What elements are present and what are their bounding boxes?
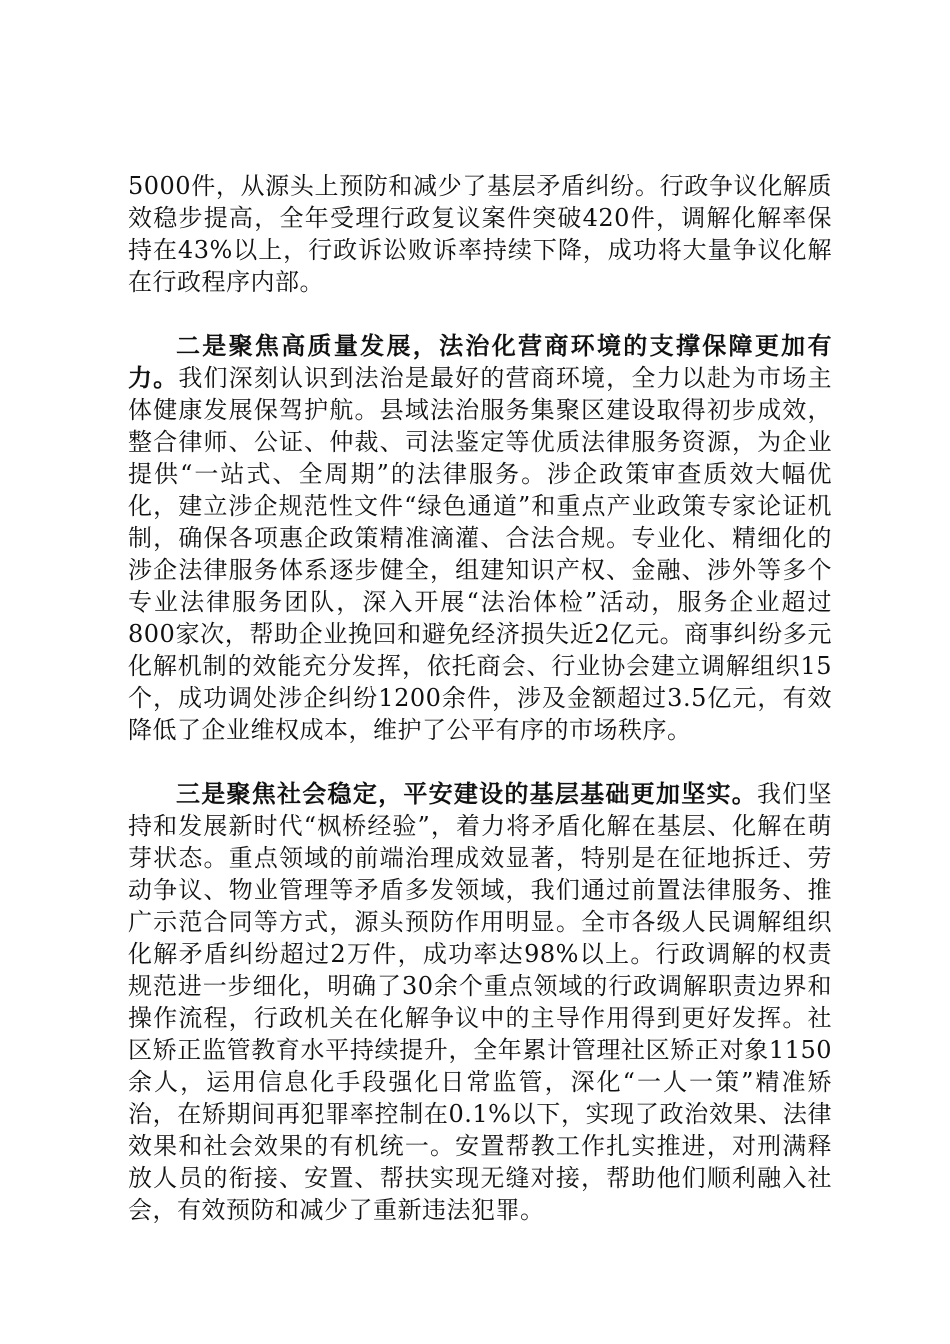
paragraph-lead-heading: 二是聚焦高质量发展，法治化营商环境的支撑保障更加有力。 <box>128 331 832 392</box>
paragraph-continuation <box>128 170 832 298</box>
paragraph-body: 我们坚持和发展新时代“枫桥经验”，着力将矛盾化解在基层、化解在萌芽状态。重点领域的前端治理成效显著，特别是在征地拆迁、劳动争议、物业管理等矛盾多发领域，我们通过前置法律服务、推广示范合同等方式，源头预防作用明显。全市各级人民调解组织化解矛盾纠纷超过2万件，成功率达98%以上。行政调解的权责规范进一步细化，明确了30余个重点领域的行政调解职责边界和操作流程，行政机关在化解争议中的主导作用得到更好发挥。社区矫正监管教育水平持续提升，全年累计管理社区矫正对象1150余人，运用信息化手段强化日常监管，深化“一人一策”精准矫治，在矫期间再犯罪率控制在0.1%以下，实现了政治效果、法律效果和社会效果的有机统一。安置帮教工作扎实推进，对刑满释放人员的衔接、安置、帮扶实现无缝对接，帮助他们顺利融入社会，有效预防和减少了重新违法犯罪。 <box>128 780 833 1224</box>
paragraph-lead-heading: 三是聚焦社会稳定，平安建设的基层基础更加坚实。 <box>176 779 757 808</box>
paragraph-business-environment <box>128 330 832 746</box>
paragraph-social-stability <box>128 778 832 1226</box>
paragraph-body: 我们深刻认识到法治是最好的营商环境，全力以赴为市场主体健康发展保驾护航。县域法治服务集聚区建设取得初步成效，整合律师、公证、仲裁、司法鉴定等优质法律服务资源，为企业提供“一站式、全周期”的法律服务。涉企政策审查质效大幅优化，建立涉企规范性文件“绿色通道”和重点产业政策专家论证机制，确保各项惠企政策精准滴灌、合法合规。专业化、精细化的涉企法律服务体系逐步健全，组建知识产权、金融、涉外等多个专业法律服务团队，深入开展“法治体检”活动，服务企业超过800家次，帮助企业挽回和避免经济损失近2亿元。商事纠纷多元化解机制的效能充分发挥，依托商会、行业协会建立调解组织15个，成功调处涉企纠纷1200余件，涉及金额超过3.5亿元，有效降低了企业维权成本，维护了公平有序的市场秩序。 <box>128 364 833 744</box>
document-body <box>128 170 832 1258</box>
paragraph-body: 5000件，从源头上预防和减少了基层矛盾纠纷。行政争议化解质效稳步提高，全年受理行政复议案件突破420件，调解化解率保持在43%以上，行政诉讼败诉率持续下降，成功将大量争议化解在行政程序内部。 <box>128 172 832 296</box>
